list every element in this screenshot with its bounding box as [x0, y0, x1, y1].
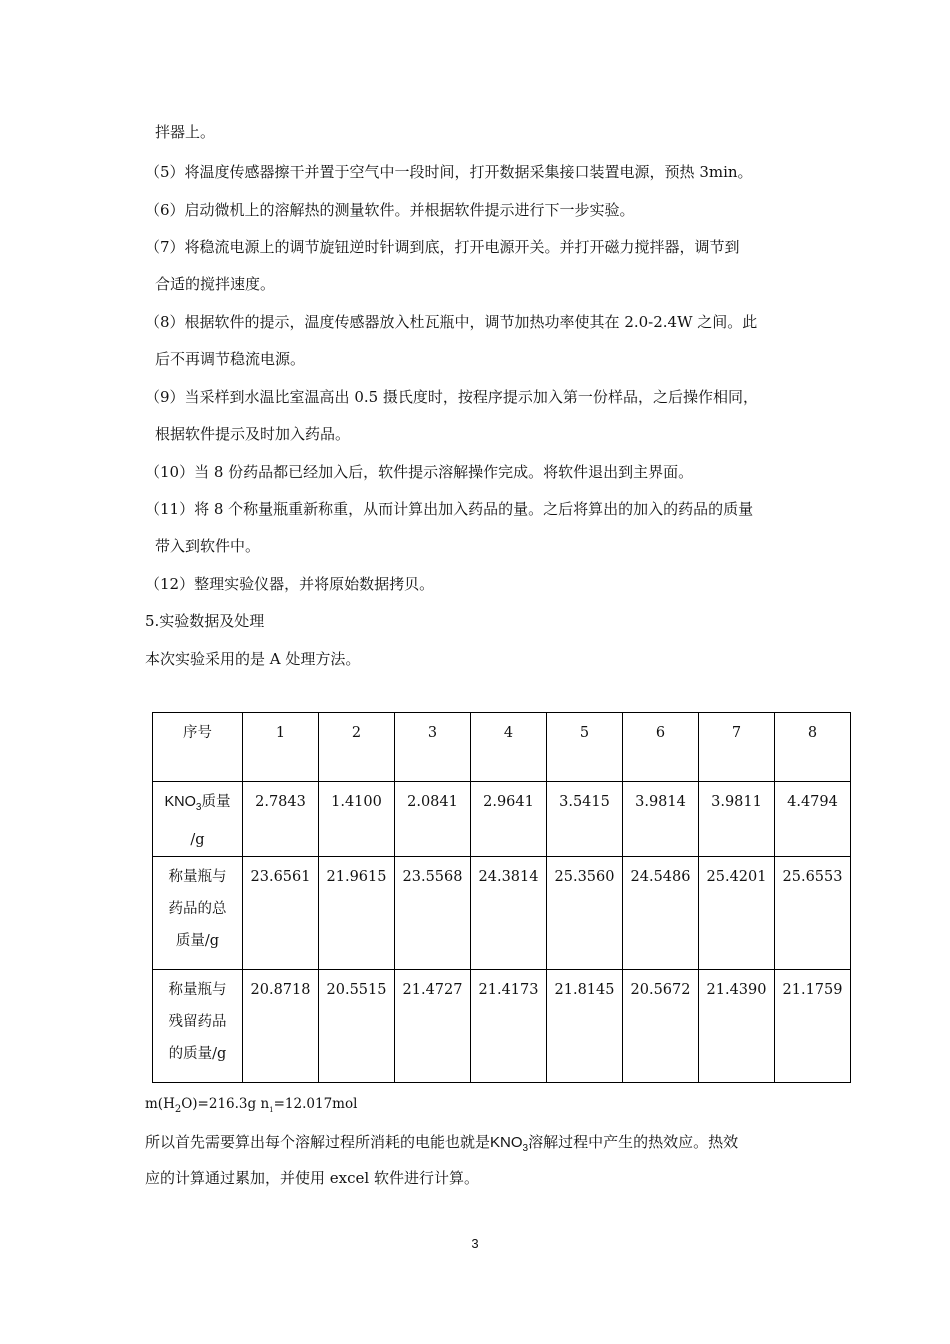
table-cell: 1.4100 [319, 782, 395, 857]
closing-line-2: 应的计算通过累加，并使用 excel 软件进行计算。 [145, 1169, 479, 1187]
section-heading: 5.实验数据及处理 [145, 612, 265, 630]
table-cell: 24.3814 [471, 857, 547, 970]
table-row-residual-mass [153, 970, 851, 1083]
table-header-label: 序号 [153, 713, 243, 782]
table-row-kno3-mass [153, 782, 851, 857]
table-cell: 3.9814 [623, 782, 699, 857]
paragraph-step6: （6）启动微机上的溶解热的测量软件。并根据软件提示进行下一步实验。 [145, 201, 635, 219]
paragraph-step5: （5）将温度传感器擦干并置于空气中一段时间，打开数据采集接口装置电源，预热 3min。 [145, 163, 753, 181]
table-cell: 2.0841 [395, 782, 471, 857]
paragraph-step11-line2: 带入到软件中。 [155, 537, 261, 555]
water-mass-subscript: 2 [174, 1104, 182, 1115]
data-table [152, 712, 851, 1083]
table-cell: 3.5415 [547, 782, 623, 857]
kno3-subscript: 3 [195, 802, 202, 813]
table-cell: 23.5568 [395, 857, 471, 970]
table-cell: 25.4201 [699, 857, 775, 970]
table-cell: 3.9811 [699, 782, 775, 857]
paragraph-step12: （12）整理实验仪器，并将原始数据拷贝。 [145, 575, 435, 593]
row-label-line: 称量瓶与 [168, 869, 227, 885]
table-cell: 20.8718 [243, 970, 319, 1083]
table-cell: 25.3560 [547, 857, 623, 970]
paragraph-step9-line2: 根据软件提示及时加入药品。 [155, 425, 351, 443]
table-header-cell: 8 [775, 713, 851, 782]
row-label-total-mass [153, 857, 243, 970]
paragraph-step8-line2: 后不再调节稳流电源。 [155, 350, 306, 368]
closing-kno-subscript: 3 [522, 1143, 529, 1154]
row-label-line: 质量/g [175, 933, 220, 949]
table-cell: 21.8145 [547, 970, 623, 1083]
table-cell: 20.5672 [623, 970, 699, 1083]
row-label-residual-mass [153, 970, 243, 1083]
table-cell: 21.1759 [775, 970, 851, 1083]
table-cell: 21.4390 [699, 970, 775, 1083]
table-cell: 20.5515 [319, 970, 395, 1083]
paragraph-step9-line1: （9）当采样到水温比室温高出 0.5 摄氏度时，按程序提示加入第一份样品，之后操作相同， [145, 388, 758, 406]
table-cell: 21.9615 [319, 857, 395, 970]
table-cell: 21.4727 [395, 970, 471, 1083]
n1-suffix: =12.017mol [273, 1096, 358, 1112]
closing-text-b: 溶解过程中产生的热效应。热效 [528, 1133, 739, 1151]
kno3-formula: KNO [164, 794, 196, 810]
table-header-cell: 5 [547, 713, 623, 782]
table-cell: 25.6553 [775, 857, 851, 970]
water-mass-prefix: m(H [145, 1096, 175, 1112]
water-mass-suffix: O)=216.3g [181, 1096, 257, 1112]
table-row-total-mass [153, 857, 851, 970]
paragraph-step7-line2: 合适的搅拌速度。 [155, 275, 276, 293]
table-header-cell: 7 [699, 713, 775, 782]
kno3-unit: /g [190, 832, 205, 848]
row-label-line: 称量瓶与 [168, 982, 227, 998]
paragraph-step11-line1: （11）将 8 个称量瓶重新称重，从而计算出加入药品的量。之后将算出的加入的药品的质量 [145, 500, 754, 518]
table-header-cell: 6 [623, 713, 699, 782]
table-header-cell: 2 [319, 713, 395, 782]
table-cell: 24.5486 [623, 857, 699, 970]
kno3-label-rest: 质量 [201, 794, 231, 810]
page-number: 3 [471, 1236, 479, 1251]
paragraph-step7-line1: （7）将稳流电源上的调节旋钮逆时针调到底，打开电源开关。并打开磁力搅拌器，调节到 [145, 238, 740, 256]
table-header-cell: 4 [471, 713, 547, 782]
method-statement: 本次实验采用的是 A 处理方法。 [145, 650, 361, 668]
n1-subscript: 1 [269, 1106, 274, 1114]
closing-kno-formula: KNO [490, 1134, 523, 1151]
row-label-line: 药品的总 [168, 901, 227, 917]
row-label-line: 的质量/g [168, 1046, 227, 1062]
table-cell: 23.6561 [243, 857, 319, 970]
paragraph-step8-line1: （8）根据软件的提示，温度传感器放入杜瓦瓶中，调节加热功率使其在 2.0-2.4W 之间。此 [145, 313, 758, 331]
table-header-cell: 3 [395, 713, 471, 782]
table-row-header [153, 713, 851, 782]
formula-line [145, 1094, 357, 1120]
paragraph-step10: （10）当 8 份药品都已经加入后，软件提示溶解操作完成。将软件退出到主界面。 [145, 463, 694, 481]
table-header-cell: 1 [243, 713, 319, 782]
table-cell: 21.4173 [471, 970, 547, 1083]
closing-line-1 [145, 1132, 738, 1159]
row-label-line: 残留药品 [168, 1014, 227, 1030]
table-cell: 2.9641 [471, 782, 547, 857]
closing-text-a: 所以首先需要算出每个溶解过程所消耗的电能也就是 [145, 1133, 491, 1151]
n1-prefix: n [260, 1096, 270, 1112]
table-cell: 2.7843 [243, 782, 319, 857]
table-cell: 4.4794 [775, 782, 851, 857]
paragraph-step4-end: 拌器上。 [155, 123, 216, 141]
row-label-kno3-mass [153, 782, 243, 857]
